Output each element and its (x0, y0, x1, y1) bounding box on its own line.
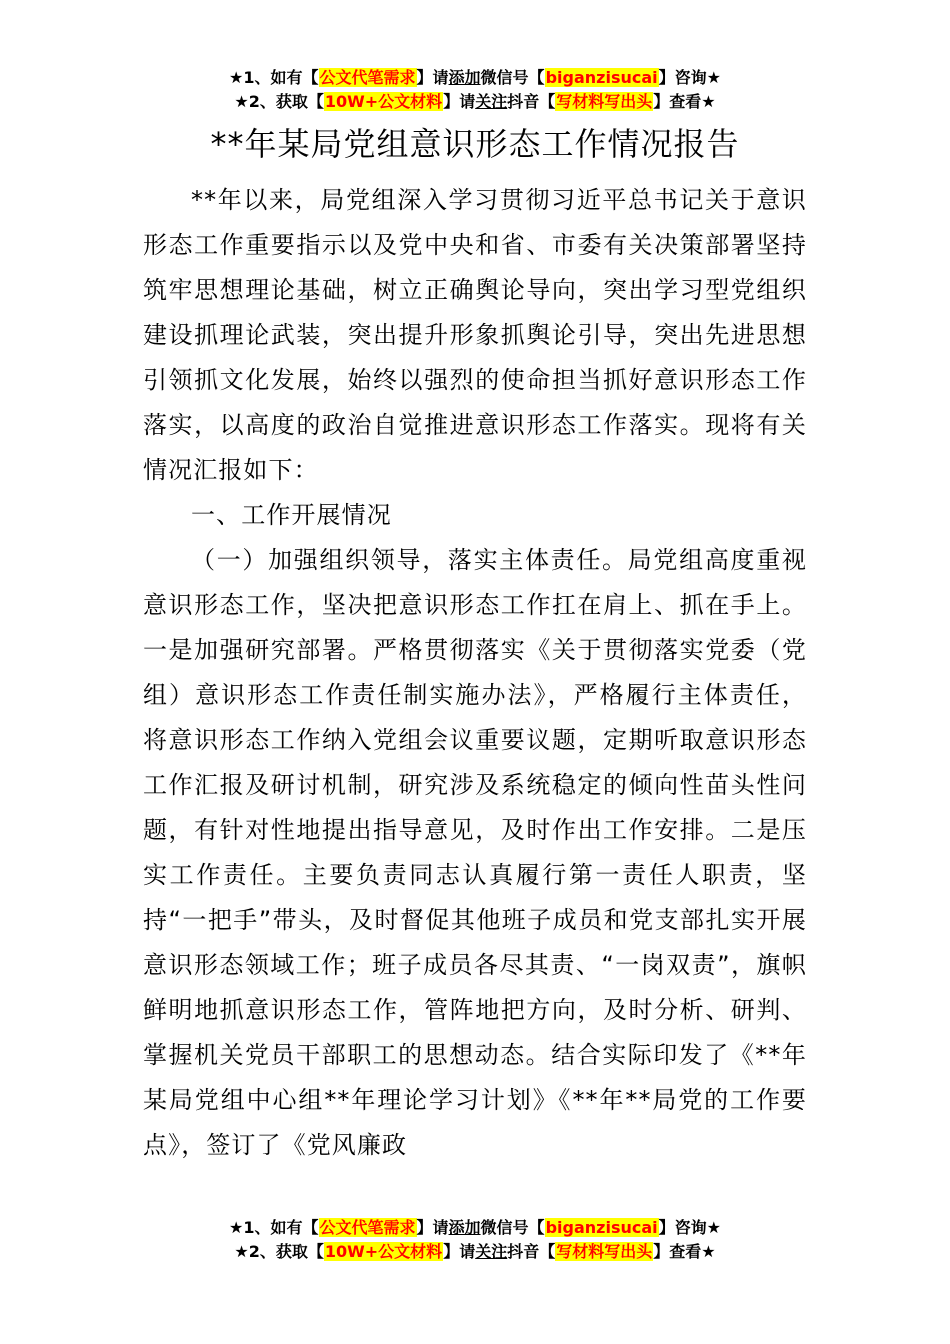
body-paragraph: （一）加强组织领导，落实主体责任。局党组高度重视意识形态工作，坚决把意识形态工作扛在肩上、抓在手上。一是加强研究部署。严格贯彻落实《关于贯彻落实党委（党组）意识形态工作责任制实施办法》，严格履行主体责任，将意识形态工作纳入党组会议重要议题，定期听取意识形态工作汇报及研讨机制，研究涉及系统稳定的倾向性苗头性问题，有针对性地提出指导意见，及时作出工作安排。二是压实工作责任。主要负责同志认真履行第一责任人职责，坚持“一把手”带头，及时督促其他班子成员和党支部扎实开展意识形态领域工作；班子成员各尽其责、“一岗双责”，旗帜鲜明地抓意识形态工作，管阵地把方向，及时分析、研判、掌握机关党员干部职工的思想动态。结合实际印发了《**年某局党组中心组**年理论学习计划》《**年**局党的工作要点》，签订了《党风廉政 (143, 546, 807, 1159)
star-icon: ★ (234, 1242, 249, 1261)
promo-text: 】请 (443, 92, 476, 111)
header-promo-banner (0, 66, 950, 114)
star-icon: ★ (229, 68, 244, 87)
star-icon: ★ (234, 92, 249, 111)
underlined-text: 关注 (475, 1242, 508, 1261)
promo-text: 】咨询★ (658, 1218, 721, 1237)
highlight-douyin-id: 写材料写出头 (556, 92, 653, 111)
highlight-materials: 10W+公文材料 (324, 92, 443, 111)
document-title: **年某局党组意识形态工作情况报告 (210, 125, 740, 163)
promo-line-1 (0, 1216, 950, 1240)
highlight-douyin-id: 写材料写出头 (556, 1242, 653, 1261)
document-body (143, 178, 807, 1168)
highlight-wechat-id: biganzisucai (545, 68, 658, 87)
star-icon: ★ (229, 1218, 244, 1237)
promo-text: 1、如有【 (243, 68, 319, 87)
section-heading: 一、工作开展情况 (191, 501, 392, 529)
highlight-service: 公文代笔需求 (319, 68, 416, 87)
promo-line-2 (0, 1240, 950, 1264)
footer-promo-banner (0, 1216, 950, 1264)
promo-text: 】咨询★ (658, 68, 721, 87)
highlight-materials: 10W+公文材料 (324, 1242, 443, 1261)
promo-text: 】查看★ (653, 1242, 716, 1261)
promo-text: 抖音【 (507, 1242, 556, 1261)
promo-text: 1、如有【 (243, 1218, 319, 1237)
promo-text: 微信号【 (480, 1218, 545, 1237)
promo-text: 】请 (416, 1218, 449, 1237)
intro-paragraph: **年以来，局党组深入学习贯彻习近平总书记关于意识形态工作重要指示以及党中央和省、市委有关决策部署坚持筑牢思想理论基础，树立正确舆论导向，突出学习型党组织建设抓理论武装，突出提升形象抓舆论引导，突出先进思想引领抓文化发展，始终以强烈的使命担当抓好意识形态工作落实，以高度的政治自觉推进意识形态工作落实。现将有关情况汇报如下： (143, 186, 807, 484)
underlined-text: 关注 (475, 92, 508, 111)
underlined-text: 添加 (448, 1218, 481, 1237)
promo-text: 微信号【 (480, 68, 545, 87)
promo-text: 2、获取【 (248, 1242, 324, 1261)
promo-text: 2、获取【 (248, 92, 324, 111)
highlight-wechat-id: biganzisucai (545, 1218, 658, 1237)
underlined-text: 添加 (448, 68, 481, 87)
promo-text: 】请 (416, 68, 449, 87)
promo-text: 抖音【 (507, 92, 556, 111)
promo-line-1 (0, 66, 950, 90)
promo-line-2 (0, 90, 950, 114)
highlight-service: 公文代笔需求 (319, 1218, 416, 1237)
promo-text: 】查看★ (653, 92, 716, 111)
promo-text: 】请 (443, 1242, 476, 1261)
